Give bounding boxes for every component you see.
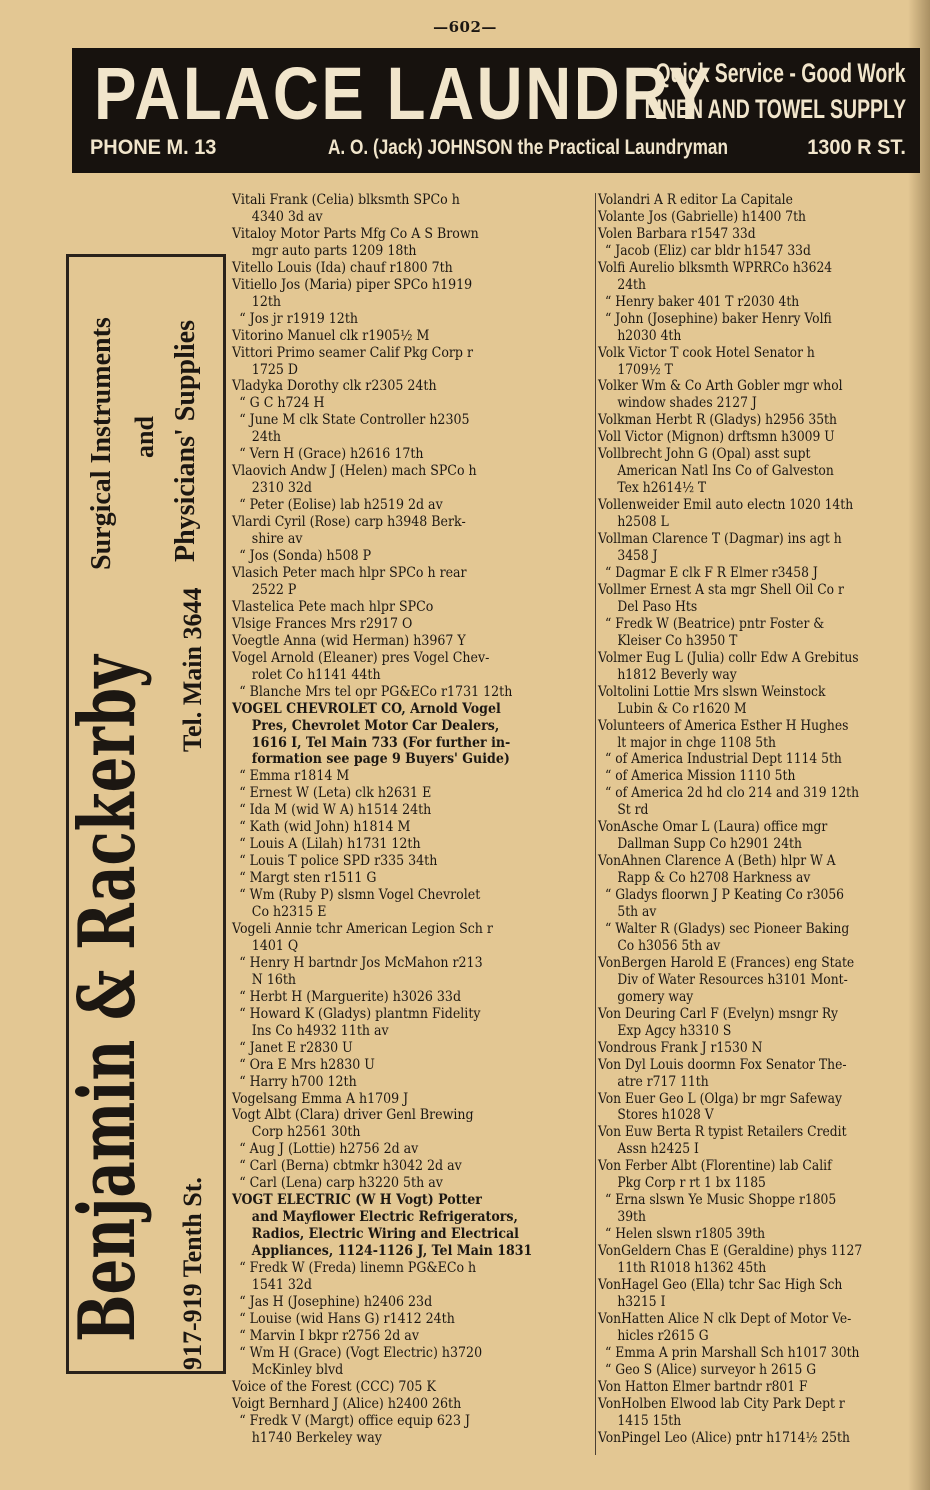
directory-entry-line: “ Dagmar E clk F R Elmer r3458 J <box>605 564 818 581</box>
directory-entry-line: “ Helen slswn r1805 39th <box>605 1226 766 1243</box>
directory-entry-line: 2522 P <box>251 581 297 598</box>
directory-entry-line: “ of America Industrial Dept 1114 5th <box>605 751 842 768</box>
directory-entry-line: Vitali Frank (Celia) blksmth SPCo h <box>232 192 460 208</box>
directory-entry-line: “ Geo S (Alice) surveyor h 2615 G <box>605 1361 817 1378</box>
directory-entry-line: “ of America 2d hd clo 214 and 319 12th <box>605 785 860 802</box>
directory-entry-line: Volandri A R editor La Capitale <box>598 192 793 208</box>
banner-tagline-linen: LINEN AND TOWEL SUPPLY <box>644 94 906 124</box>
directory-entry-line: VonBergen Harold E (Frances) eng State <box>598 954 855 971</box>
directory-entry-line: Co h2315 E <box>251 904 327 921</box>
directory-entry-line: Voltolini Lottie Mrs slswn Weinstock <box>598 683 826 700</box>
directory-entry-line: h3215 I <box>617 1293 666 1310</box>
directory-entry-line: “ Ida M (wid W A) h1514 24th <box>239 802 432 819</box>
directory-entry-line: Vogeli Annie tchr American Legion Sch r <box>232 920 493 937</box>
directory-entry-line: Vogel Arnold (Eleaner) pres Vogel Chev- <box>232 649 490 666</box>
directory-entry-line: Vlastelica Pete mach hlpr SPCo <box>232 598 434 615</box>
directory-entry-line: Ins Co h4932 11th av <box>251 1022 389 1039</box>
page-number: —602— <box>433 18 497 36</box>
directory-entry-line: 1415 15th <box>617 1412 682 1429</box>
directory-entry-line: Volante Jos (Gabrielle) h1400 7th <box>598 208 806 225</box>
directory-entry-line: “ June M clk State Controller h2305 <box>239 412 470 429</box>
directory-entry-line: “ Louise (wid Hans G) r1412 24th <box>239 1310 455 1327</box>
directory-entry-line: window shades 2127 J <box>617 395 757 412</box>
directory-entry-line: “ G C h724 H <box>239 395 325 412</box>
directory-entry-line: VOGT ELECTRIC (W H Vogt) Potter <box>232 1192 482 1209</box>
directory-entry-line: h2030 4th <box>617 327 682 344</box>
directory-entry-line: VonAsche Omar L (Laura) office mgr <box>598 819 828 836</box>
directory-entry-line: Vittori Primo seamer Calif Pkg Corp r <box>232 344 474 361</box>
directory-entry-line: Co h3056 5th av <box>617 937 721 954</box>
directory-entry-line: Von Dyl Louis doormn Fox Senator The- <box>598 1056 847 1073</box>
directory-entry-line: Kleiser Co h3950 T <box>617 632 738 649</box>
banner-owner: A. O. (Jack) JOHNSON the Practical Laundryman <box>328 136 729 159</box>
directory-right-column <box>598 192 914 1447</box>
directory-entry-line: Appliances, 1124-1126 J, Tel Main 1831 <box>251 1243 533 1260</box>
directory-entry-line: Assn h2425 I <box>617 1141 699 1158</box>
directory-entry-line: “ Fredk W (Beatrice) pntr Foster & <box>605 615 825 632</box>
directory-entry-line: “ Fredk V (Margt) office equip 623 J <box>239 1412 471 1429</box>
directory-entry-line: 1616 I, Tel Main 733 (For further in- <box>251 734 511 751</box>
directory-entry-line: Radios, Electric Wiring and Electrical <box>251 1226 519 1243</box>
directory-entry-line: “ Walter R (Gladys) sec Pioneer Baking <box>605 920 850 937</box>
directory-entry-line: “ Carl (Berna) cbtmkr h3042 2d av <box>239 1158 462 1175</box>
banner-phone: PHONE M. 13 <box>90 136 217 159</box>
directory-entry-line: “ Ernest W (Leta) clk h2631 E <box>239 785 432 802</box>
directory-entry-line: Exp Agcy h3310 S <box>617 1022 732 1039</box>
directory-entry-line: Volmer Eug L (Julia) collr Edw A Grebitus <box>598 649 859 666</box>
directory-entry-line: Stores h1028 V <box>617 1107 714 1124</box>
directory-entry-line: mgr auto parts 1209 18th <box>251 242 417 259</box>
directory-entry-line: “ Emma r1814 M <box>239 768 350 785</box>
directory-entry-line: “ Herbt H (Marguerite) h3026 33d <box>239 988 462 1005</box>
directory-entry-line: 12th <box>251 293 282 310</box>
directory-entry-line: “ Vern H (Grace) h2616 17th <box>239 446 424 463</box>
directory-entry-line: Vogt Albt (Clara) driver Genl Brewing <box>232 1107 474 1124</box>
directory-entry-line: Vlasich Peter mach hlpr SPCo h rear <box>232 564 467 581</box>
banner-address: 1300 R ST. <box>807 136 906 159</box>
directory-entry-line: “ Jos jr r1919 12th <box>239 310 358 327</box>
directory-entry-line: St rd <box>617 802 649 819</box>
directory-entry-line: Vladyka Dorothy clk r2305 24th <box>232 378 437 395</box>
directory-entry-line: Vitorino Manuel clk r1905½ M <box>232 327 430 344</box>
directory-entry-line: Vlaovich Andw J (Helen) mach SPCo h <box>232 463 477 480</box>
directory-entry-line: “ Wm H (Grace) (Vogt Electric) h3720 <box>239 1344 483 1361</box>
directory-entry-line: Volen Barbara r1547 33d <box>598 225 756 242</box>
benjamin-rackerby-side-ad <box>62 254 226 1374</box>
directory-entry-line: “ Emma A prin Marshall Sch h1017 30th <box>605 1344 860 1361</box>
directory-entry-line: h1740 Berkeley way <box>251 1429 382 1446</box>
directory-entry-line: Vollenweider Emil auto electn 1020 14th <box>598 497 854 514</box>
directory-entry-line: 5th av <box>617 904 657 921</box>
directory-entry-line: hicles r2615 G <box>617 1327 709 1344</box>
directory-entry-line: Corp h2561 30th <box>251 1124 361 1141</box>
directory-entry-line: “ Henry baker 401 T r2030 4th <box>605 293 800 310</box>
directory-entry-line: 3458 J <box>617 548 658 565</box>
directory-entry-line: “ Blanche Mrs tel opr PG&ECo r1731 12th <box>239 683 513 700</box>
directory-entry-line: “ Ora E Mrs h2830 U <box>239 1056 375 1073</box>
directory-entry-line: Voegtle Anna (wid Herman) h3967 Y <box>232 632 466 649</box>
directory-entry-line: Volfi Aurelio blksmth WPRRCo h3624 <box>598 259 833 276</box>
banner-tagline-service: Quick Service - Good Work <box>655 58 906 88</box>
directory-entry-line: “ Margt sten r1511 G <box>239 870 377 887</box>
directory-entry-line: Rapp & Co h2708 Harkness av <box>617 870 811 887</box>
directory-entry-line: “ Kath (wid John) h1814 M <box>239 819 411 836</box>
directory-entry-line: “ Carl (Lena) carp h3220 5th av <box>239 1175 443 1192</box>
directory-entry-line: “ Marvin I bkpr r2756 2d av <box>239 1327 419 1344</box>
side-ad-line2: Physicians' Supplies <box>170 320 201 562</box>
directory-entry-line: “ Henry H bartndr Jos McMahon r213 <box>239 954 483 971</box>
directory-entry-line: Pkg Corp r rt 1 bx 1185 <box>617 1175 766 1192</box>
directory-entry-line: 1709½ T <box>617 361 673 378</box>
directory-entry-line: “ Gladys floorwn J P Keating Co r3056 <box>605 887 845 904</box>
directory-entry-line: Vitiello Jos (Maria) piper SPCo h1919 <box>232 276 473 293</box>
directory-entry-line: shire av <box>251 531 303 548</box>
directory-entry-line: Volkman Herbt R (Gladys) h2956 35th <box>598 412 837 429</box>
directory-entry-line: Von Euw Berta R typist Retailers Credit <box>598 1124 847 1141</box>
directory-entry-line: Vlardi Cyril (Rose) carp h3948 Berk- <box>232 514 466 531</box>
side-ad-address: 917-919 Tenth St. <box>178 1177 207 1370</box>
directory-entry-line: “ Jacob (Eliz) car bldr h1547 33d <box>605 242 811 259</box>
directory-entry-line: “ Jos (Sonda) h508 P <box>239 548 372 565</box>
directory-entry-line: gomery way <box>617 988 694 1005</box>
directory-entry-line: Von Euer Geo L (Olga) br mgr Safeway <box>598 1090 842 1107</box>
directory-left-column <box>232 192 590 1447</box>
directory-entry-line: Voll Victor (Mignon) drftsmn h3009 U <box>598 429 835 446</box>
directory-entry-line: Pres, Chevrolet Motor Car Dealers, <box>251 717 500 734</box>
directory-entry-line: “ Louis T police SPD r335 34th <box>239 853 438 870</box>
directory-entry-line: VOGEL CHEVROLET CO, Arnold Vogel <box>232 700 501 717</box>
side-ad-rotated-content <box>62 258 222 1370</box>
directory-entry-line: 2310 32d <box>251 480 312 497</box>
directory-entry-line: Vogelsang Emma A h1709 J <box>232 1090 409 1107</box>
directory-entry-line: Div of Water Resources h3101 Mont- <box>617 971 848 988</box>
directory-entry-line: Tex h2614½ T <box>617 480 707 497</box>
side-ad-tel: Tel. Main 3644 <box>178 587 207 752</box>
directory-entry-line: McKinley blvd <box>251 1361 344 1378</box>
side-ad-line1: Surgical Instruments <box>86 317 117 570</box>
directory-entry-line: Vollbrecht John G (Opal) asst supt <box>598 446 811 463</box>
directory-entry-line: Volk Victor T cook Hotel Senator h <box>598 344 815 361</box>
directory-entry-line: Voice of the Forest (CCC) 705 K <box>232 1378 436 1395</box>
directory-entry-line: Vollmer Ernest A sta mgr Shell Oil Co r <box>598 581 844 598</box>
directory-entry-line: “ Peter (Eolise) lab h2519 2d av <box>239 497 443 514</box>
directory-entry-line: 39th <box>617 1209 646 1226</box>
directory-entry-line: VonGeldern Chas E (Geraldine) phys 1127 <box>598 1243 863 1260</box>
directory-entry-line: Vitello Louis (Ida) chauf r1800 7th <box>232 259 453 276</box>
directory-entry-line: “ Harry h700 12th <box>239 1073 357 1090</box>
directory-entry-line: “ Wm (Ruby P) slsmn Vogel Chevrolet <box>239 887 481 904</box>
directory-entry-line: formation see page 9 Buyers' Guide) <box>251 751 510 768</box>
directory-entry-line: “ of America Mission 1110 5th <box>605 768 796 785</box>
directory-entry-line: “ John (Josephine) baker Henry Volfi <box>605 310 832 327</box>
banner-title: PALACE LAUNDRY <box>94 52 714 135</box>
directory-entry-line: “ Louis A (Lilah) h1731 12th <box>239 836 421 853</box>
directory-entry-line: 11th R1018 h1362 45th <box>617 1260 767 1277</box>
directory-entry-line: 1401 Q <box>251 937 299 954</box>
directory-entry-line: Von Deuring Carl F (Evelyn) msngr Ry <box>598 1005 838 1022</box>
directory-entry-line: Vondrous Frank J r1530 N <box>598 1039 763 1056</box>
directory-entry-line: “ Janet E r2830 U <box>239 1039 353 1056</box>
directory-entry-line: American Natl Ins Co of Galveston <box>617 463 834 480</box>
directory-entry-line: 1725 D <box>251 361 298 378</box>
directory-entry-line: Vlsige Frances Mrs r2917 O <box>232 615 413 632</box>
directory-entry-line: Vollman Clarence T (Dagmar) ins agt h <box>598 531 842 548</box>
palace-laundry-banner-ad <box>72 48 920 173</box>
column-divider <box>595 193 596 1455</box>
directory-entry-line: Lubin & Co r1620 M <box>617 700 747 717</box>
directory-entry-line: VonHatten Alice N clk Dept of Motor Ve- <box>598 1310 852 1327</box>
directory-entry-line: “ Erna slswn Ye Music Shoppe r1805 <box>605 1192 837 1209</box>
directory-entry-line: VonAhnen Clarence A (Beth) hlpr W A <box>598 853 836 870</box>
directory-entry-line: 24th <box>251 429 282 446</box>
directory-entry-line: Voigt Bernhard J (Alice) h2400 26th <box>232 1395 462 1412</box>
directory-entry-line: Del Paso Hts <box>617 598 698 615</box>
side-ad-and: and <box>130 416 159 458</box>
directory-entry-line: “ Howard K (Gladys) plantmn Fidelity <box>239 1005 481 1022</box>
directory-entry-line: “ Jas H (Josephine) h2406 23d <box>239 1293 433 1310</box>
directory-entry-line: and Mayflower Electric Refrigerators, <box>251 1209 518 1226</box>
directory-entry-line: VonHolben Elwood lab City Park Dept r <box>598 1395 845 1412</box>
directory-entry-line: Volker Wm & Co Arth Gobler mgr whol <box>598 378 843 395</box>
directory-entry-line: 24th <box>617 276 646 293</box>
directory-entry-line: VonHagel Geo (Ella) tchr Sac High Sch <box>598 1277 843 1293</box>
directory-entry-line: h2508 L <box>617 514 669 531</box>
directory-entry-line: h1812 Beverly way <box>617 666 737 683</box>
directory-entry-line: Von Hatton Elmer bartndr r801 F <box>598 1378 808 1395</box>
directory-entry-line: Volunteers of America Esther H Hughes <box>598 717 849 734</box>
directory-entry-line: 1541 32d <box>251 1277 312 1293</box>
directory-entry-line: atre r717 11th <box>617 1073 709 1090</box>
side-ad-name: Benjamin & Rackerby <box>62 655 153 1342</box>
directory-entry-line: VonPingel Leo (Alice) pntr h1714½ 25th <box>598 1429 850 1446</box>
directory-entry-line: Von Ferber Albt (Florentine) lab Calif <box>598 1158 832 1175</box>
directory-entry-line: lt major in chge 1108 5th <box>617 734 776 751</box>
directory-entry-line: “ Fredk W (Freda) linemn PG&ECo h <box>239 1260 477 1277</box>
directory-entry-line: “ Aug J (Lottie) h2756 2d av <box>239 1141 419 1158</box>
directory-entry-line: Vitaloy Motor Parts Mfg Co A S Brown <box>232 225 479 242</box>
directory-entry-line: rolet Co h1141 44th <box>251 666 381 683</box>
directory-entry-line: 4340 3d av <box>251 208 323 225</box>
directory-entry-line: N 16th <box>251 971 297 988</box>
directory-entry-line: Dallman Supp Co h2901 24th <box>617 836 802 853</box>
